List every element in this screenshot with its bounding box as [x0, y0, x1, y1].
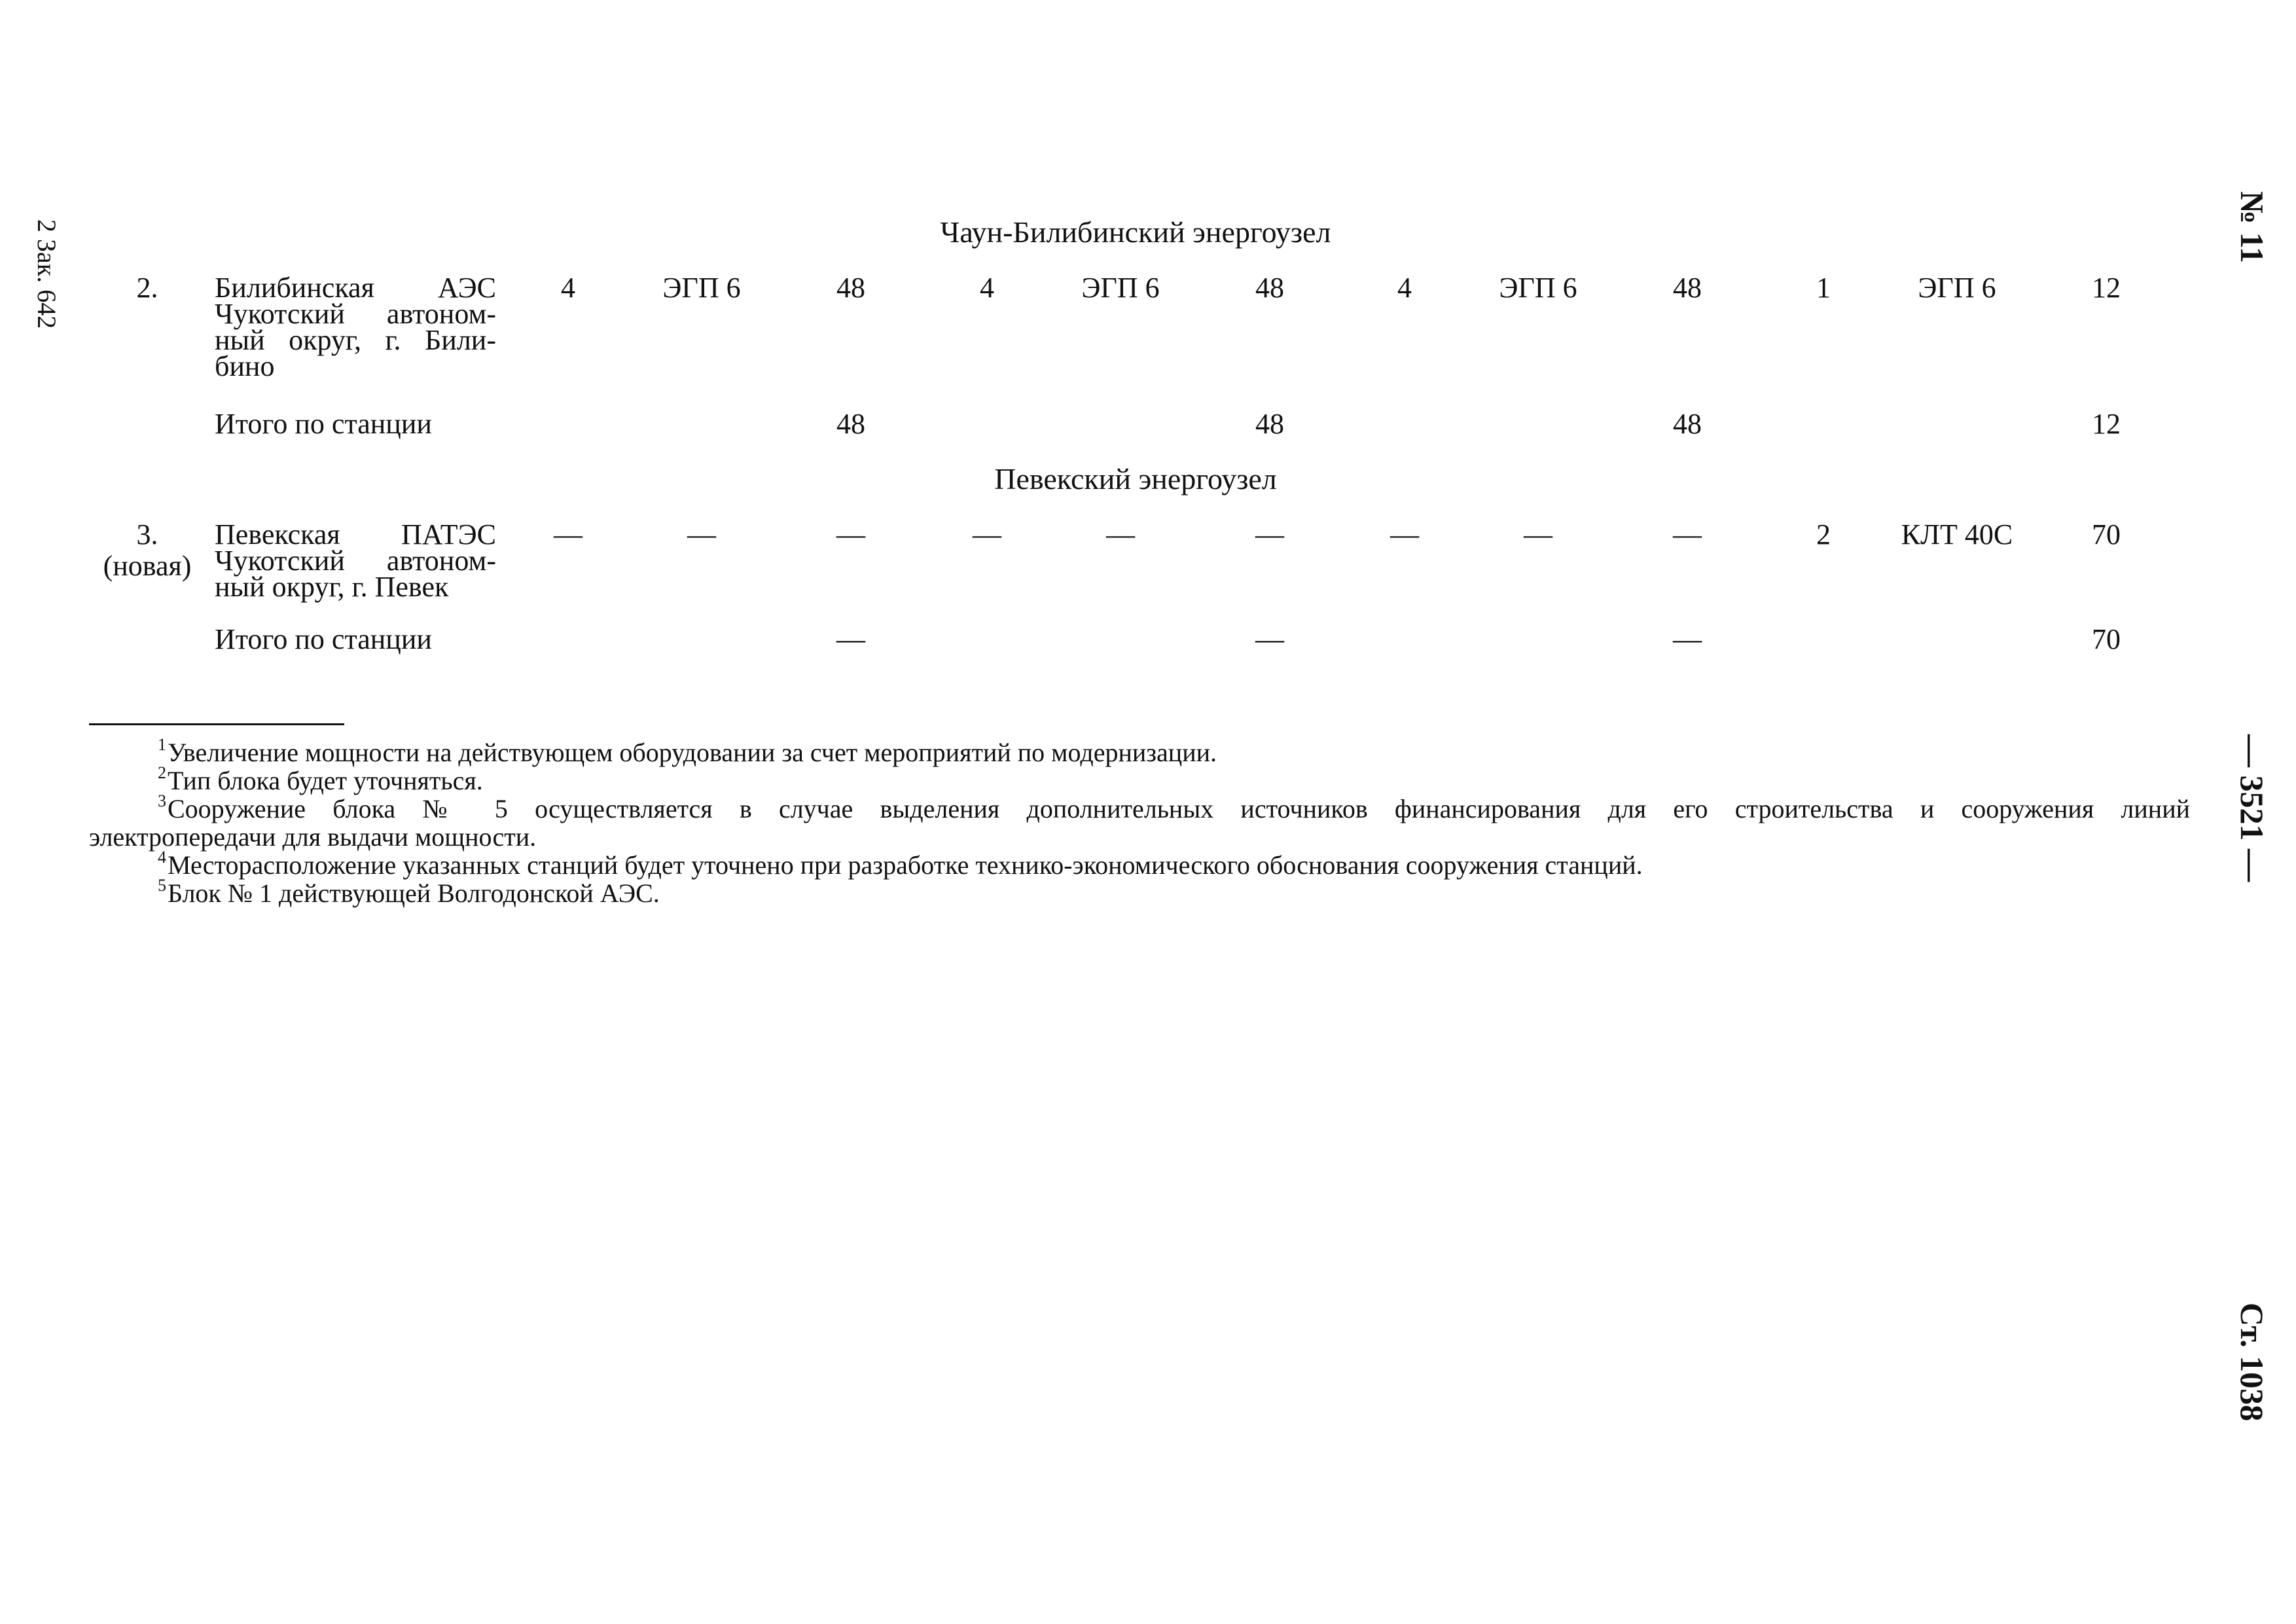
- footnote-mark: 1: [158, 735, 166, 754]
- station-name-line: Билибинская АЭС: [215, 272, 496, 304]
- table-cell: 48: [1255, 272, 1284, 304]
- station-name-line: Чукотский автоном-: [215, 545, 496, 577]
- station-name-line: ный округ, г. Певек: [215, 571, 449, 603]
- footnote-mark: 5: [158, 876, 166, 895]
- table-cell: —: [1673, 518, 1702, 550]
- station-total-label: Итого по станции: [215, 623, 432, 655]
- station-total-value: 12: [2092, 408, 2121, 440]
- table-cell: ЭГП 6: [1499, 272, 1577, 304]
- footnote-text: Месторасположение указанных станций будет уточнено при разработке технико-экономического обоснования сооружения станций.: [168, 850, 1643, 880]
- table-cell: ЭГП 6: [662, 272, 741, 304]
- table-cell: —: [554, 518, 583, 550]
- station-total-label: Итого по станции: [215, 408, 432, 440]
- table-cell: 70: [2092, 518, 2121, 550]
- table-cell: 4: [561, 272, 575, 304]
- row-number-note: (новая): [103, 550, 192, 582]
- footnote-text: Блок № 1 действующей Волгодонской АЭС.: [168, 878, 660, 908]
- station-total-value: —: [836, 623, 865, 655]
- table-cell: 48: [836, 272, 865, 304]
- footnotes: [89, 735, 2190, 908]
- footnote: [89, 735, 2190, 767]
- station-total-value: 48: [1673, 408, 1702, 440]
- station-total-value: 48: [836, 408, 865, 440]
- table-cell: —: [973, 518, 1001, 550]
- row-number: 2.: [136, 272, 158, 304]
- margin-issue-number: № 11: [2234, 191, 2270, 263]
- table-cell: ЭГП 6: [1918, 272, 1996, 304]
- table-cell: —: [1255, 518, 1284, 550]
- footnote-mark: 2: [158, 763, 166, 782]
- station-name-line: Певекская ПАТЭС: [215, 518, 496, 550]
- table-cell: 4: [980, 272, 994, 304]
- table-cell: —: [836, 518, 865, 550]
- station-total-value: —: [1255, 623, 1284, 655]
- footnote-text: Тип блока будет уточняться.: [168, 766, 483, 795]
- footnote: [89, 791, 2190, 823]
- section-heading: Чаун-Билибинский энергоузел: [940, 215, 1331, 249]
- footnote: [89, 848, 2190, 880]
- footnote-text: Увеличение мощности на действующем оборудовании за счет мероприятий по модернизации.: [168, 738, 1217, 767]
- table-cell: —: [1524, 518, 1552, 550]
- margin-article-number: Ст. 1038: [2234, 1303, 2270, 1422]
- station-total-value: 70: [2092, 623, 2121, 655]
- footnote: [89, 763, 2190, 795]
- footnote-mark: 3: [158, 791, 166, 810]
- footnote-separator: [89, 723, 344, 725]
- station-name-line: ный округ, г. Били-: [215, 324, 496, 356]
- footnote-text: Сооружение блока № 5 осуществляется в случае выделения дополнительных источников финансирования для его строительства и сооружения линий: [168, 794, 2190, 823]
- table-cell: —: [1106, 518, 1135, 550]
- table-cell: ЭГП 6: [1081, 272, 1160, 304]
- station-name-line: Чукотский автоном-: [215, 298, 496, 330]
- margin-order-note: 2 Зак. 642: [32, 219, 62, 329]
- margin-page-number: — 3521 —: [2234, 734, 2270, 882]
- table-cell: 1: [1816, 272, 1831, 304]
- station-name-line: бино: [215, 350, 275, 382]
- table-cell: 12: [2092, 272, 2121, 304]
- footnote: [89, 876, 2190, 908]
- station-name: [215, 518, 496, 603]
- footnote-mark: 4: [158, 848, 166, 867]
- table-cell: 4: [1397, 272, 1412, 304]
- footnote-continuation: электропередачи для выдачи мощности.: [89, 822, 537, 852]
- station-total-value: —: [1673, 623, 1702, 655]
- section-heading: Певекский энергоузел: [994, 462, 1277, 496]
- table-cell: —: [1390, 518, 1419, 550]
- table-cell: 48: [1673, 272, 1702, 304]
- station-name: [215, 272, 496, 382]
- table-cell: 2: [1816, 518, 1831, 550]
- station-total-value: 48: [1255, 408, 1284, 440]
- table-cell: —: [687, 518, 716, 550]
- table-cell: КЛТ 40С: [1901, 518, 2013, 550]
- row-number: 3.: [136, 518, 158, 550]
